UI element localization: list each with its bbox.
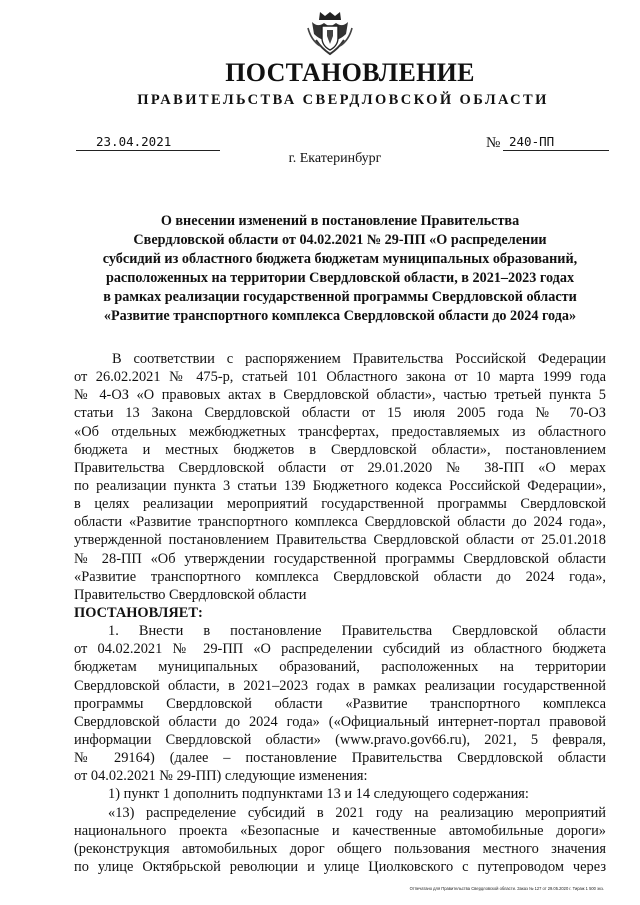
title-line: О внесении изменений в постановление Правительства [160,213,520,229]
body-line: В соответствии с распоряжением Правительства Российской Федерации [112,351,606,367]
body-line: от 04.02.2021 № 29-ПП) следующие изменения: [74,768,368,785]
body-line: бюджетам муниципальных образований, расположенных на территории [74,659,606,676]
body-line: № 4-ОЗ «О правовых актах в Свердловской области», частью третьей пункта 5 [74,387,606,404]
document-date: 23.04.2021 [76,133,220,151]
coat-of-arms-icon [302,8,358,56]
issuing-authority: ПРАВИТЕЛЬСТВА СВЕРДЛОВСКОЙ ОБЛАСТИ [137,92,549,108]
body-line: Правительство Свердловской области [74,586,307,603]
document-number: 240-ПП [503,133,609,151]
body-line: 1) пункт 1 дополнить подпунктами 13 и 14 следующего содержания: [108,786,529,803]
body-line: области «Развитие транспортного комплекса Свердловской области до 2024 года», [74,514,606,531]
body-line: Свердловской области, в 2021–2023 годах в рамках реализации государственной [74,677,606,694]
body-line: в целях реализации мероприятий государственной программы Свердловской [74,496,606,513]
title-line: расположенных на территории Свердловской области, в 2021–2023 годах [105,270,575,286]
body-line: утвержденной постановлением Правительства Свердловской области от 25.01.2018 [74,532,606,549]
document-title [70,212,610,326]
title-line: субсидий из областного бюджета бюджетам муниципальных образований, [102,251,578,267]
body-line: от 26.02.2021 № 475-р, статьей 101 Областного закона от 10 марта 1999 года [74,369,606,386]
body-line: национального проекта «Безопасные и качественные автомобильные дороги» [74,822,606,839]
body-line: программы Свердловской области «Развитие транспортного комплекса [74,695,606,712]
title-line: в рамках реализации государственной программы Свердловской области [103,289,577,305]
print-note: Отпечатано для Правительства Свердловской области. Заказ № 127 от 29.05.2020 г. Тираж 1 500 экз. [409,886,604,891]
document-body [74,350,606,876]
body-line: (реконструкция автомобильных дорог общего пользования местного значения [74,840,606,857]
body-line: информации Свердловской области» (www.pravo.gov66.ru), 2021, 5 февраля, [74,731,606,748]
issue-city: г. Екатеринбург [288,151,382,166]
body-line: 1. Внести в постановление Правительства Свердловской области [108,623,606,640]
body-line: по улице Октябрьской революции и улице Циолковского с путепроводом через [74,858,606,875]
number-sign: № [486,135,501,151]
body-line: «13) распределение субсидий в 2021 году на реализацию мероприятий [108,804,606,821]
body-line: Правительства Свердловской области от 29.01.2020 № 38-ПП «О мерах [74,459,606,476]
body-line: № 28-ПП «Об утверждении государственной программы Свердловской области [74,550,606,567]
body-line: «Об отдельных межбюджетных трансфертах, предоставляемых из областного [74,423,606,440]
resolves-heading: ПОСТАНОВЛЯЕТ: [74,604,203,621]
body-line: от 04.02.2021 № 29-ПП «О распределении субсидий из областного бюджета [74,641,606,658]
body-line: № 29164) (далее – постановление Правительства Свердловской области [74,750,606,767]
body-line: по реализации пункта 3 статьи 139 Бюджетного кодекса Российской Федерации», [74,477,606,494]
body-line: статьи 13 Закона Свердловской области от 15 июля 2005 года № 70-ОЗ [74,405,606,422]
document-type-heading: ПОСТАНОВЛЕНИЕ [225,58,475,87]
body-line: Свердловской области до 2024 года» («Официальный интернет-портал правовой [74,713,606,730]
title-line: Свердловской области от 04.02.2021 № 29-ПП «О распределении [133,232,547,248]
body-line: «Развитие транспортного комплекса Свердловской области до 2024 года», [74,568,606,585]
title-line: «Развитие транспортного комплекса Свердловской области до 2024 года» [103,308,577,324]
body-line: бюджета и местных бюджетов в Свердловской области», постановлением [74,441,606,458]
